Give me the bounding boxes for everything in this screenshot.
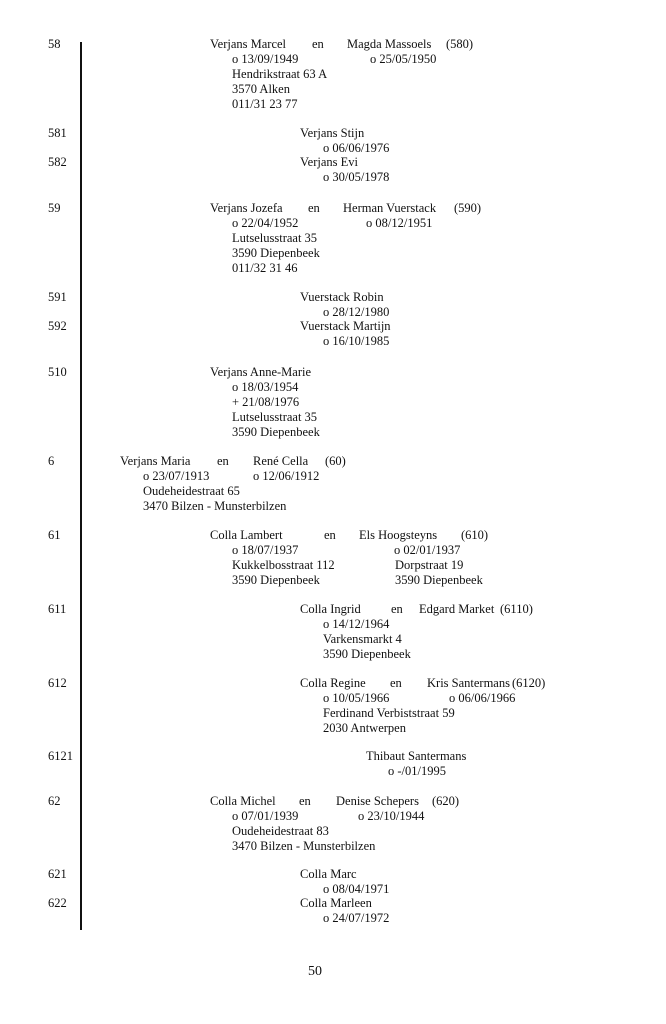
spouse-birth-date: o 08/12/1951 — [366, 216, 433, 230]
spouse-ref: (590) — [454, 201, 482, 215]
entry-number: 581 — [48, 126, 67, 140]
spouse-name: Edgard Market — [419, 602, 495, 616]
birth-date: o 18/03/1954 — [232, 380, 299, 394]
birth-date: o 16/10/1985 — [323, 334, 390, 348]
entry-number: 592 — [48, 319, 67, 333]
address-city: 3570 Alken — [232, 82, 290, 96]
address-street: Oudeheidestraat 83 — [232, 824, 329, 838]
person-name: Verjans Evi — [300, 155, 358, 169]
death-date: + 21/08/1976 — [232, 395, 300, 409]
person-name: Colla Ingrid — [300, 602, 361, 616]
address-street: Lutselusstraat 35 — [232, 231, 318, 245]
person-name: Colla Marc — [300, 867, 357, 881]
spouse-ref: (6110) — [500, 602, 533, 616]
address-city: 3470 Bilzen - Munsterbilzen — [232, 839, 376, 853]
spouse-ref: (60) — [325, 454, 346, 468]
spouse-address-city: 3590 Diepenbeek — [395, 573, 483, 587]
birth-date: o 08/04/1971 — [323, 882, 390, 896]
birth-date: o 13/09/1949 — [232, 52, 299, 66]
entry-number: 61 — [48, 528, 61, 542]
spouse-name: Magda Massoels — [347, 37, 432, 51]
person-name: Vuerstack Robin — [300, 290, 384, 304]
spouse-ref: (6120) — [512, 676, 546, 690]
person-name: Verjans Anne-Marie — [210, 365, 312, 379]
address-city: 3590 Diepenbeek — [323, 647, 411, 661]
entry-number: 591 — [48, 290, 67, 304]
conjunction: en — [308, 201, 320, 215]
address-street: Kukkelbosstraat 112 — [232, 558, 335, 572]
entry-number: 62 — [48, 794, 61, 808]
spouse-ref: (580) — [446, 37, 474, 51]
birth-date: o 18/07/1937 — [232, 543, 299, 557]
page-number: 50 — [308, 964, 322, 979]
spouse-birth-date: o 06/06/1966 — [449, 691, 516, 705]
entry-number: 622 — [48, 896, 67, 910]
entry-number: 6121 — [48, 749, 73, 763]
birth-date: o 06/06/1976 — [323, 141, 390, 155]
birth-date: o 30/05/1978 — [323, 170, 390, 184]
entry-number: 611 — [48, 602, 67, 616]
spouse-birth-date: o 02/01/1937 — [394, 543, 461, 557]
conjunction: en — [299, 794, 311, 808]
entry-number: 510 — [48, 365, 67, 379]
birth-date: o -/01/1995 — [388, 764, 446, 778]
address-street: Ferdinand Verbiststraat 59 — [323, 706, 455, 720]
entry-number: 6 — [48, 454, 55, 468]
entry-number: 58 — [48, 37, 61, 51]
entry-number: 621 — [48, 867, 67, 881]
address-city: 3590 Diepenbeek — [232, 246, 320, 260]
address-city: 3590 Diepenbeek — [232, 425, 320, 439]
conjunction: en — [391, 602, 403, 616]
address-street: Oudeheidestraat 65 — [143, 484, 240, 498]
conjunction: en — [217, 454, 229, 468]
conjunction: en — [390, 676, 402, 690]
person-name: Verjans Marcel — [210, 37, 287, 51]
spouse-ref: (620) — [432, 794, 460, 808]
spouse-name: Kris Santermans — [427, 676, 510, 690]
spouse-name: René Cella — [253, 454, 309, 468]
conjunction: en — [312, 37, 324, 51]
person-name: Verjans Jozefa — [210, 201, 283, 215]
spouse-address-street: Dorpstraat 19 — [395, 558, 464, 572]
person-name: Verjans Stijn — [300, 126, 365, 140]
person-name: Colla Michel — [210, 794, 276, 808]
person-name: Verjans Maria — [120, 454, 191, 468]
birth-date: o 28/12/1980 — [323, 305, 390, 319]
spouse-ref: (610) — [461, 528, 489, 542]
person-name: Thibaut Santermans — [366, 749, 467, 763]
birth-date: o 24/07/1972 — [323, 911, 390, 925]
spouse-name: Herman Vuerstack — [343, 201, 437, 215]
address-city: 2030 Antwerpen — [323, 721, 406, 735]
conjunction: en — [324, 528, 336, 542]
entry-number: 59 — [48, 201, 61, 215]
birth-date: o 14/12/1964 — [323, 617, 390, 631]
address-street: Lutselusstraat 35 — [232, 410, 318, 424]
address-city: 3470 Bilzen - Munsterbilzen — [143, 499, 287, 513]
genealogy-vertical-line — [80, 42, 82, 930]
person-name: Colla Marleen — [300, 896, 372, 910]
birth-date: o 23/07/1913 — [143, 469, 210, 483]
phone-number: 011/32 31 46 — [232, 261, 298, 275]
phone-number: 011/31 23 77 — [232, 97, 298, 111]
entry-number: 612 — [48, 676, 67, 690]
birth-date: o 10/05/1966 — [323, 691, 390, 705]
address-street: Hendrikstraat 63 A — [232, 67, 328, 81]
birth-date: o 22/04/1952 — [232, 216, 299, 230]
spouse-birth-date: o 23/10/1944 — [358, 809, 425, 823]
person-name: Colla Lambert — [210, 528, 283, 542]
spouse-name: Els Hoogsteyns — [359, 528, 438, 542]
person-name: Vuerstack Martijn — [300, 319, 391, 333]
spouse-birth-date: o 25/05/1950 — [370, 52, 437, 66]
spouse-birth-date: o 12/06/1912 — [253, 469, 320, 483]
birth-date: o 07/01/1939 — [232, 809, 299, 823]
person-name: Colla Regine — [300, 676, 366, 690]
address-street: Varkensmarkt 4 — [323, 632, 402, 646]
address-city: 3590 Diepenbeek — [232, 573, 320, 587]
spouse-name: Denise Schepers — [336, 794, 419, 808]
entry-number: 582 — [48, 155, 67, 169]
